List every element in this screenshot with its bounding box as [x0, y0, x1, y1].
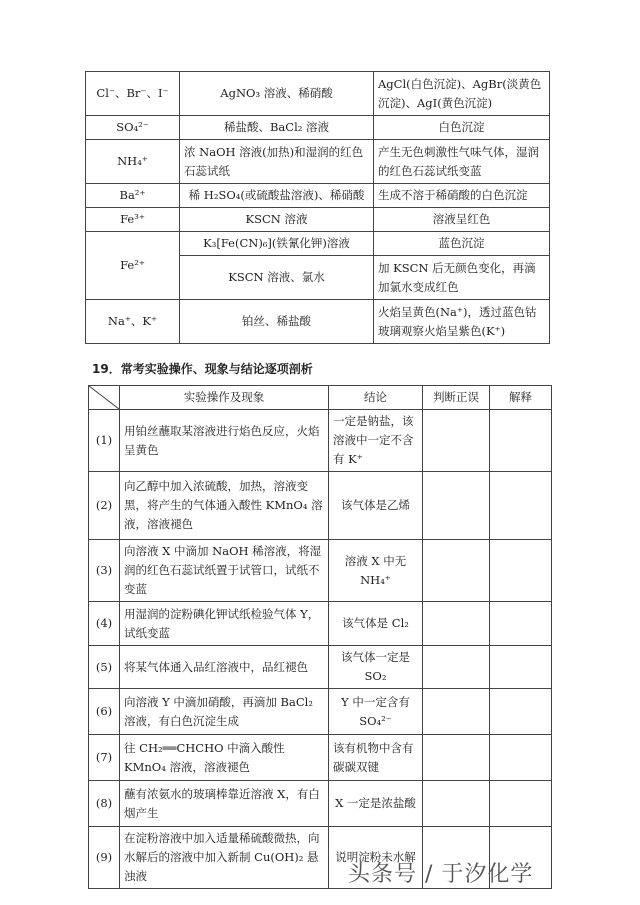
experiment-analysis-table [88, 385, 552, 889]
table-row [86, 116, 550, 140]
ion-cell: Ba²⁺ [86, 184, 180, 208]
phenomenon-cell: 蓝色沉淀 [374, 232, 550, 256]
operation-cell: 往 CH₂══CHCHO 中滴入酸性 KMnO₄ 溶液，溶液褪色 [120, 735, 329, 781]
table-row [86, 72, 550, 116]
reagent-cell: 铂丝、稀盐酸 [180, 300, 374, 344]
row-number: (2) [89, 472, 120, 540]
ion-cell: Fe³⁺ [86, 208, 180, 232]
conclusion-cell: 溶液 X 中无 NH₄⁺ [329, 540, 423, 602]
phenomenon-cell: 生成不溶于稀硝酸的白色沉淀 [374, 184, 550, 208]
conclusion-cell: 说明淀粉未水解 [329, 827, 423, 889]
table-row [89, 689, 552, 735]
row-number: (9) [89, 827, 120, 889]
row-number: (4) [89, 602, 120, 646]
table-row [86, 184, 550, 208]
conclusion-cell: 该气体是 Cl₂ [329, 602, 423, 646]
ion-cell: Na⁺、K⁺ [86, 300, 180, 344]
explanation-cell[interactable] [490, 781, 552, 827]
explanation-cell[interactable] [490, 646, 552, 689]
judgement-cell[interactable] [423, 410, 490, 472]
conclusion-cell: Y 中一定含有 SO₄²⁻ [329, 689, 423, 735]
ion-cell: Cl⁻、Br⁻、I⁻ [86, 72, 180, 116]
row-number: (6) [89, 689, 120, 735]
table-row [89, 410, 552, 472]
operation-cell: 将某气体通入品红溶液中，品红褪色 [120, 646, 329, 689]
table-row [89, 781, 552, 827]
ion-cell: Fe²⁺ [86, 232, 180, 300]
phenomenon-cell: 加 KSCN 后无颜色变化，再滴加氯水变成红色 [374, 256, 550, 300]
phenomenon-cell: 火焰呈黄色(Na⁺)，透过蓝色钴玻璃观察火焰呈紫色(K⁺) [374, 300, 550, 344]
row-number: (3) [89, 540, 120, 602]
reagent-cell: KSCN 溶液 [180, 208, 374, 232]
reagent-cell: K₃[Fe(CN)₆](铁氰化钾)溶液 [180, 232, 374, 256]
row-number: (1) [89, 410, 120, 472]
explanation-cell[interactable] [490, 602, 552, 646]
header-judgement: 判断正误 [423, 386, 490, 410]
diagonal-line-icon [89, 386, 119, 409]
judgement-cell[interactable] [423, 646, 490, 689]
judgement-cell[interactable] [423, 781, 490, 827]
phenomenon-cell: 溶液呈红色 [374, 208, 550, 232]
operation-cell: 蘸有浓氨水的玻璃棒靠近溶液 X，有白烟产生 [120, 781, 329, 827]
conclusion-cell: 该气体一定是 SO₂ [329, 646, 423, 689]
header-explanation: 解释 [490, 386, 552, 410]
explanation-cell[interactable] [490, 472, 552, 540]
conclusion-cell: X 一定是浓盐酸 [329, 781, 423, 827]
reagent-cell: 稀 H₂SO₄(或硫酸盐溶液)、稀硝酸 [180, 184, 374, 208]
explanation-cell[interactable] [490, 540, 552, 602]
header-row [89, 386, 552, 410]
phenomenon-cell: AgCl(白色沉淀)、AgBr(淡黄色沉淀)、AgI(黄色沉淀) [374, 72, 550, 116]
reagent-cell: KSCN 溶液、氯水 [180, 256, 374, 300]
table-row [89, 646, 552, 689]
reagent-cell: 稀盐酸、BaCl₂ 溶液 [180, 116, 374, 140]
header-conclusion: 结论 [329, 386, 423, 410]
table-row [86, 140, 550, 184]
table-row [86, 232, 550, 256]
table-row [89, 735, 552, 781]
row-number: (7) [89, 735, 120, 781]
conclusion-cell: 该气体是乙烯 [329, 472, 423, 540]
row-number: (8) [89, 781, 120, 827]
table-row [89, 540, 552, 602]
ion-detection-table [85, 71, 550, 344]
table-row [89, 472, 552, 540]
reagent-cell: AgNO₃ 溶液、稀硝酸 [180, 72, 374, 116]
operation-cell: 在淀粉溶液中加入适量稀硫酸微热，向水解后的溶液中加入新制 Cu(OH)₂ 悬浊液 [120, 827, 329, 889]
table-row [86, 208, 550, 232]
conclusion-cell: 一定是钠盐，该溶液中一定不含有 K⁺ [329, 410, 423, 472]
row-number: (5) [89, 646, 120, 689]
judgement-cell[interactable] [423, 602, 490, 646]
watermark: 头条号 / 于汐化学 [348, 862, 534, 887]
table-row [89, 602, 552, 646]
reagent-cell: 浓 NaOH 溶液(加热)和湿润的红色石蕊试纸 [180, 140, 374, 184]
ion-cell: SO₄²⁻ [86, 116, 180, 140]
section-title: 19．常考实验操作、现象与结论逐项剖析 [92, 362, 313, 376]
operation-cell: 向乙醇中加入浓硫酸，加热，溶液变黑，将产生的气体通入酸性 KMnO₄ 溶液，溶液褪色 [120, 472, 329, 540]
judgement-cell[interactable] [423, 689, 490, 735]
operation-cell: 向溶液 X 中滴加 NaOH 稀溶液，将湿润的红色石蕊试纸置于试管口，试纸不变蓝 [120, 540, 329, 602]
operation-cell: 用湿润的淀粉碘化钾试纸检验气体 Y，试纸变蓝 [120, 602, 329, 646]
judgement-cell[interactable] [423, 540, 490, 602]
table-row [86, 300, 550, 344]
judgement-cell[interactable] [423, 472, 490, 540]
header-operation: 实验操作及现象 [120, 386, 329, 410]
conclusion-cell: 该有机物中含有碳碳双键 [329, 735, 423, 781]
explanation-cell[interactable] [490, 689, 552, 735]
operation-cell: 向溶液 Y 中滴加硝酸，再滴加 BaCl₂ 溶液，有白色沉淀生成 [120, 689, 329, 735]
phenomenon-cell: 产生无色刺激性气味气体，湿润的红色石蕊试纸变蓝 [374, 140, 550, 184]
explanation-cell[interactable] [490, 410, 552, 472]
explanation-cell[interactable] [490, 735, 552, 781]
phenomenon-cell: 白色沉淀 [374, 116, 550, 140]
operation-cell: 用铂丝蘸取某溶液进行焰色反应，火焰呈黄色 [120, 410, 329, 472]
diagonal-header-cell [89, 386, 120, 410]
judgement-cell[interactable] [423, 735, 490, 781]
ion-cell: NH₄⁺ [86, 140, 180, 184]
